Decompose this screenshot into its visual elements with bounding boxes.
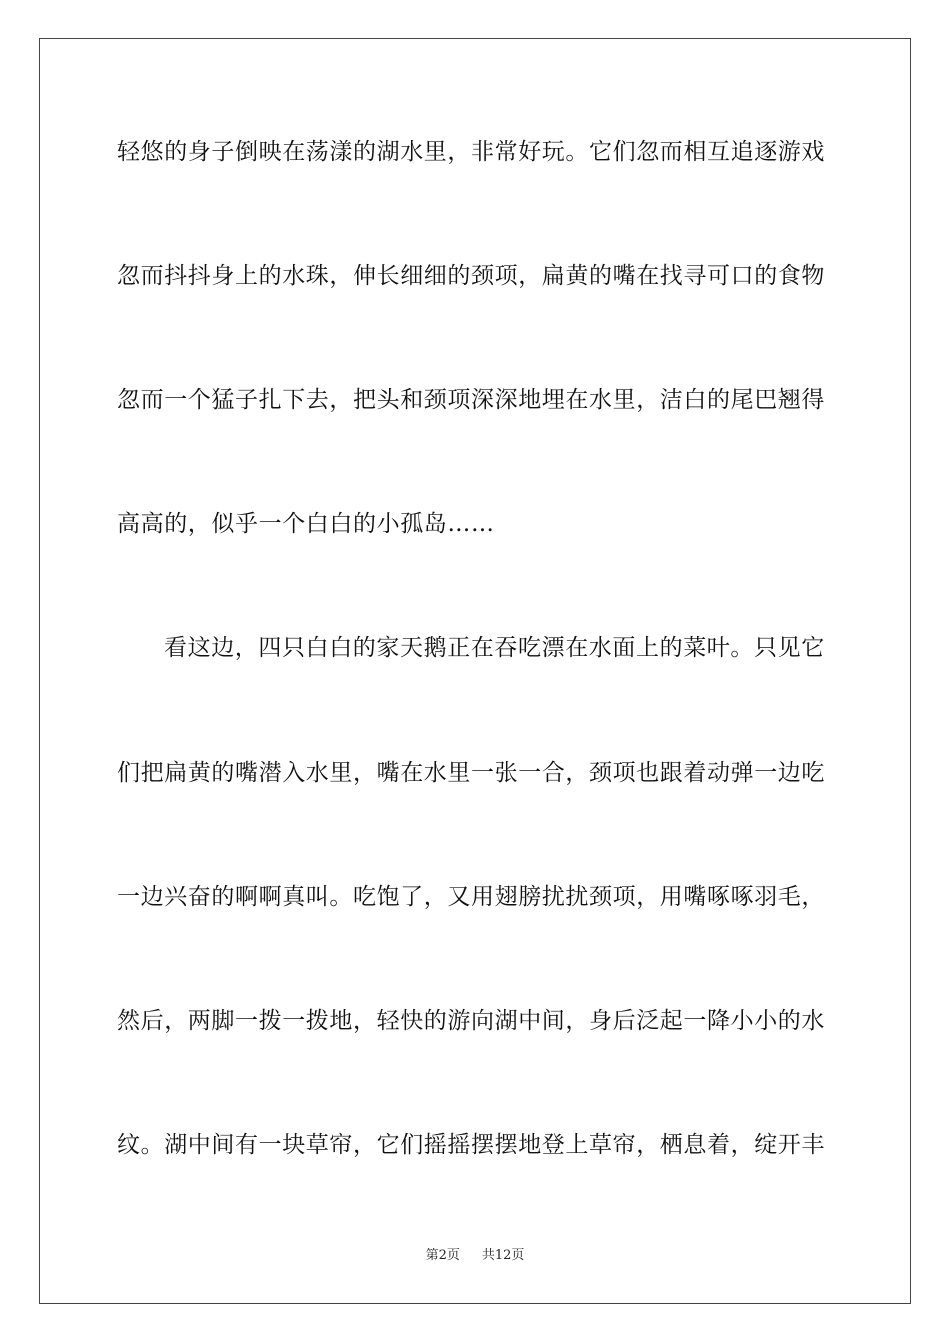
- text-line: 一边兴奋的啊啊真叫。吃饱了，又用翅膀扰扰颈项，用嘴啄啄羽毛，: [117, 884, 825, 910]
- text-line: 忽而抖抖身上的水珠，伸长细细的颈项，扁黄的嘴在找寻可口的食物: [117, 263, 825, 289]
- page-border: [39, 38, 911, 1304]
- total-pages: 共12页: [481, 1248, 525, 1263]
- text-line: 忽而一个猛子扎下去，把头和颈项深深地埋在水里，洁白的尾巴翘得: [117, 387, 825, 413]
- text-line: 们把扁黄的嘴潜入水里，嘴在水里一张一合，颈项也跟着动弹一边吃: [117, 760, 825, 786]
- page-footer: [0, 1248, 950, 1264]
- text-line: 轻悠的身子倒映在荡漾的湖水里，非常好玩。它们忽而相互追逐游戏: [117, 139, 825, 165]
- text-line: 然后，两脚一拨一拨地，轻快的游向湖中间，身后泛起一降小小的水: [117, 1008, 825, 1034]
- page-number: 第2页: [425, 1248, 460, 1263]
- text-line: 纹。湖中间有一块草帘，它们摇摇摆摆地登上草帘，栖息着，绽开丰: [117, 1132, 825, 1158]
- paragraph-first-line: 看这边，四只白白的家天鹅正在吞吃漂在水面上的菜叶。只见它: [164, 635, 825, 661]
- text-line: 高高的，似乎一个白白的小孤岛……: [117, 511, 495, 537]
